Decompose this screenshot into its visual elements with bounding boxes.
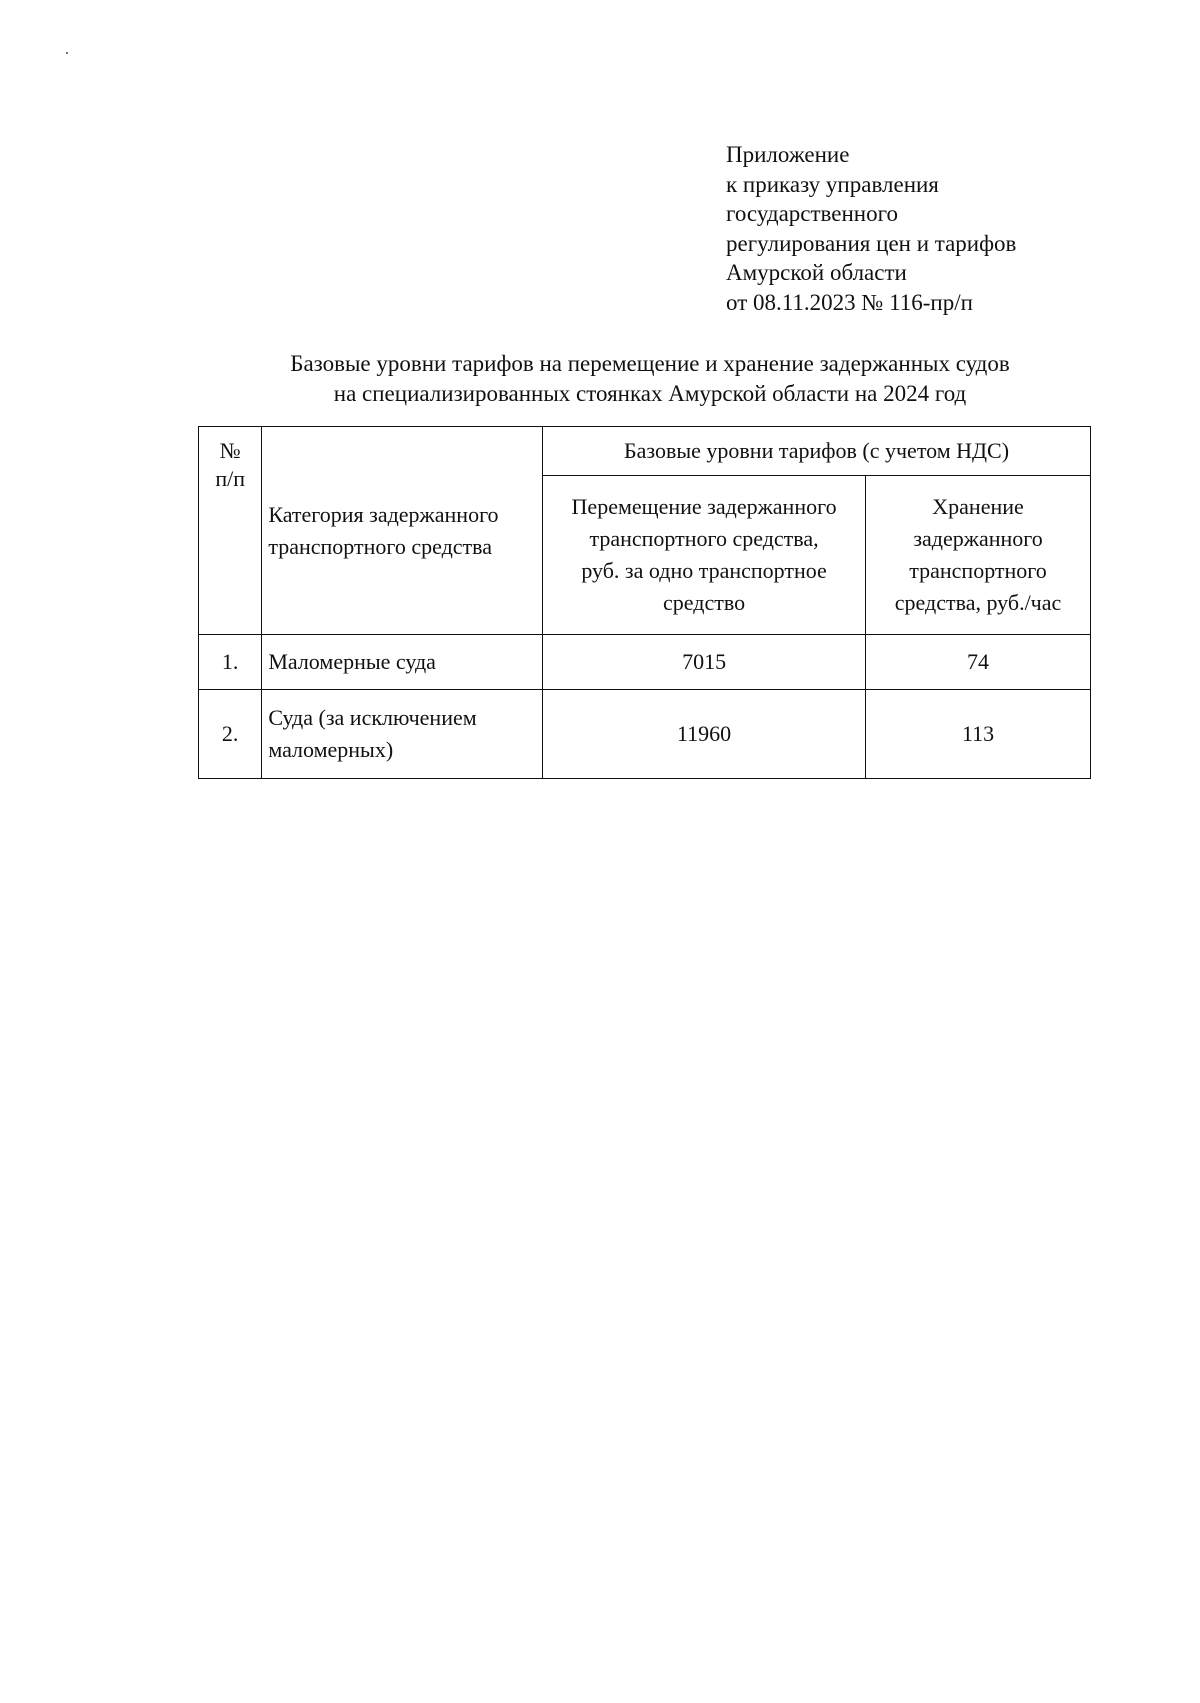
appendix-line: регулирования цен и тарифов: [726, 230, 1017, 256]
scan-speck: [66, 52, 68, 54]
row-category: Суда (за исключением маломерных): [262, 690, 543, 779]
header-number: № п/п: [199, 427, 262, 635]
appendix-line: Приложение: [726, 142, 850, 167]
tariff-table: [198, 426, 1091, 779]
row-relocation-value: 7015: [543, 635, 866, 690]
title-line: Базовые уровни тарифов на перемещение и хранение задержанных судов: [290, 351, 1010, 376]
row-relocation-value: 11960: [543, 690, 866, 779]
title-line: на специализированных стоянках Амурской области на 2024 год: [333, 381, 967, 406]
table-row: [199, 635, 1091, 690]
table-row: [199, 690, 1091, 779]
row-storage-value: 74: [866, 635, 1091, 690]
header-tariff-group: Базовые уровни тарифов (с учетом НДС): [543, 427, 1091, 476]
row-number: 2.: [199, 690, 262, 779]
row-number: 1.: [199, 635, 262, 690]
appendix-line: к приказу управления: [726, 171, 939, 197]
document-title: [200, 349, 1100, 409]
table-header-row: [199, 427, 1091, 476]
appendix-block: [726, 140, 1126, 317]
row-storage-value: 113: [866, 690, 1091, 779]
appendix-line: от 08.11.2023 № 116-пр/п: [726, 289, 973, 315]
appendix-line: государственного: [726, 201, 898, 226]
header-storage: Хранение задержанного транспортного средства, руб./час: [866, 476, 1091, 635]
header-relocation: Перемещение задержанного транспортного средства, руб. за одно транспортное средство: [543, 476, 866, 635]
header-category: Категория задержанного транспортного средства: [262, 427, 543, 635]
row-category: Маломерные суда: [262, 635, 543, 690]
appendix-line: Амурской области: [726, 260, 907, 285]
